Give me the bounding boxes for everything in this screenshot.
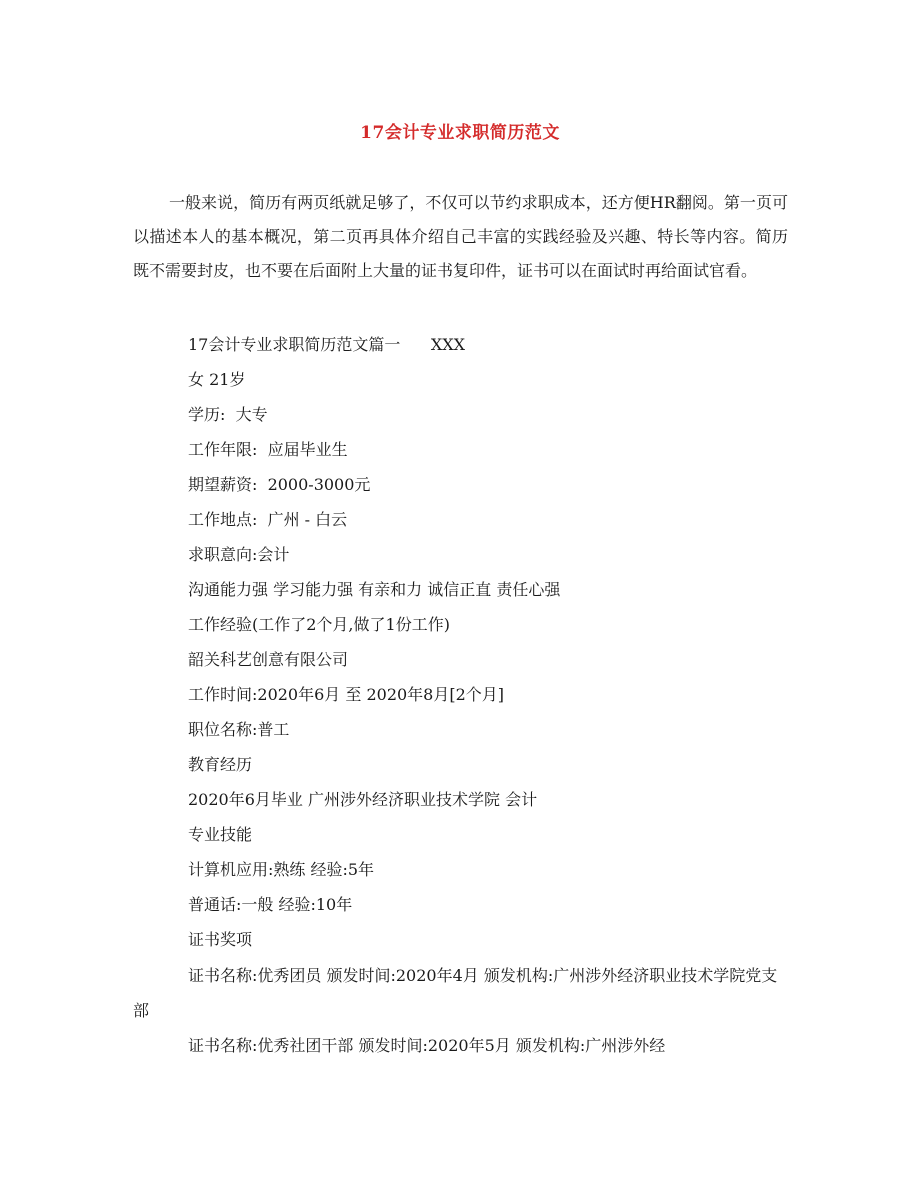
work-location: 工作地点: 广州 - 白云 <box>188 510 348 529</box>
job-intention: 求职意向:会计 <box>188 545 290 564</box>
document-title: 17会计专业求职简历范文 <box>360 123 560 143</box>
education-level: 学历: 大专 <box>188 405 268 424</box>
personal-strengths: 沟通能力强 学习能力强 有亲和力 诚信正直 责任心强 <box>188 580 561 599</box>
resume-heading: 17会计专业求职简历范文篇一 XXX <box>188 335 466 354</box>
gender-age: 女 21岁 <box>188 370 246 389</box>
position-title: 职位名称:普工 <box>188 720 290 739</box>
skill-mandarin: 普通话:一般 经验:10年 <box>188 895 353 914</box>
education-heading: 教育经历 <box>188 755 253 774</box>
intro-paragraph: 一般来说，简历有两页纸就足够了，不仅可以节约求职成本，还方便HR翻阅。第一页可以描述本人的基本概况，第二页再具体介绍自己丰富的实践经验及兴趣、特长等内容。简历既不需要封皮，也不要在后面附上大量的证书复印件，证书可以在面试时再给面试官看。 <box>133 193 788 280</box>
company-name: 韶关科艺创意有限公司 <box>188 650 349 669</box>
education-entry: 2020年6月毕业 广州涉外经济职业技术学院 会计 <box>188 790 538 809</box>
skills-heading: 专业技能 <box>188 825 253 844</box>
skill-computer: 计算机应用:熟练 经验:5年 <box>188 860 375 879</box>
work-period: 工作时间:2020年6月 至 2020年8月[2个月] <box>188 685 505 704</box>
work-years: 工作年限: 应届毕业生 <box>188 440 348 459</box>
work-experience-heading: 工作经验(工作了2个月,做了1份工作) <box>188 615 450 634</box>
certificate-entry: 证书名称:优秀团员 颁发时间:2020年4月 颁发机构:广州涉外经济职业技术学院党支部 <box>133 966 778 1020</box>
certificates-heading: 证书奖项 <box>188 930 253 949</box>
expected-salary: 期望薪资: 2000-3000元 <box>188 475 371 494</box>
certificate-entry: 证书名称:优秀社团干部 颁发时间:2020年5月 颁发机构:广州涉外经 <box>188 1036 666 1055</box>
